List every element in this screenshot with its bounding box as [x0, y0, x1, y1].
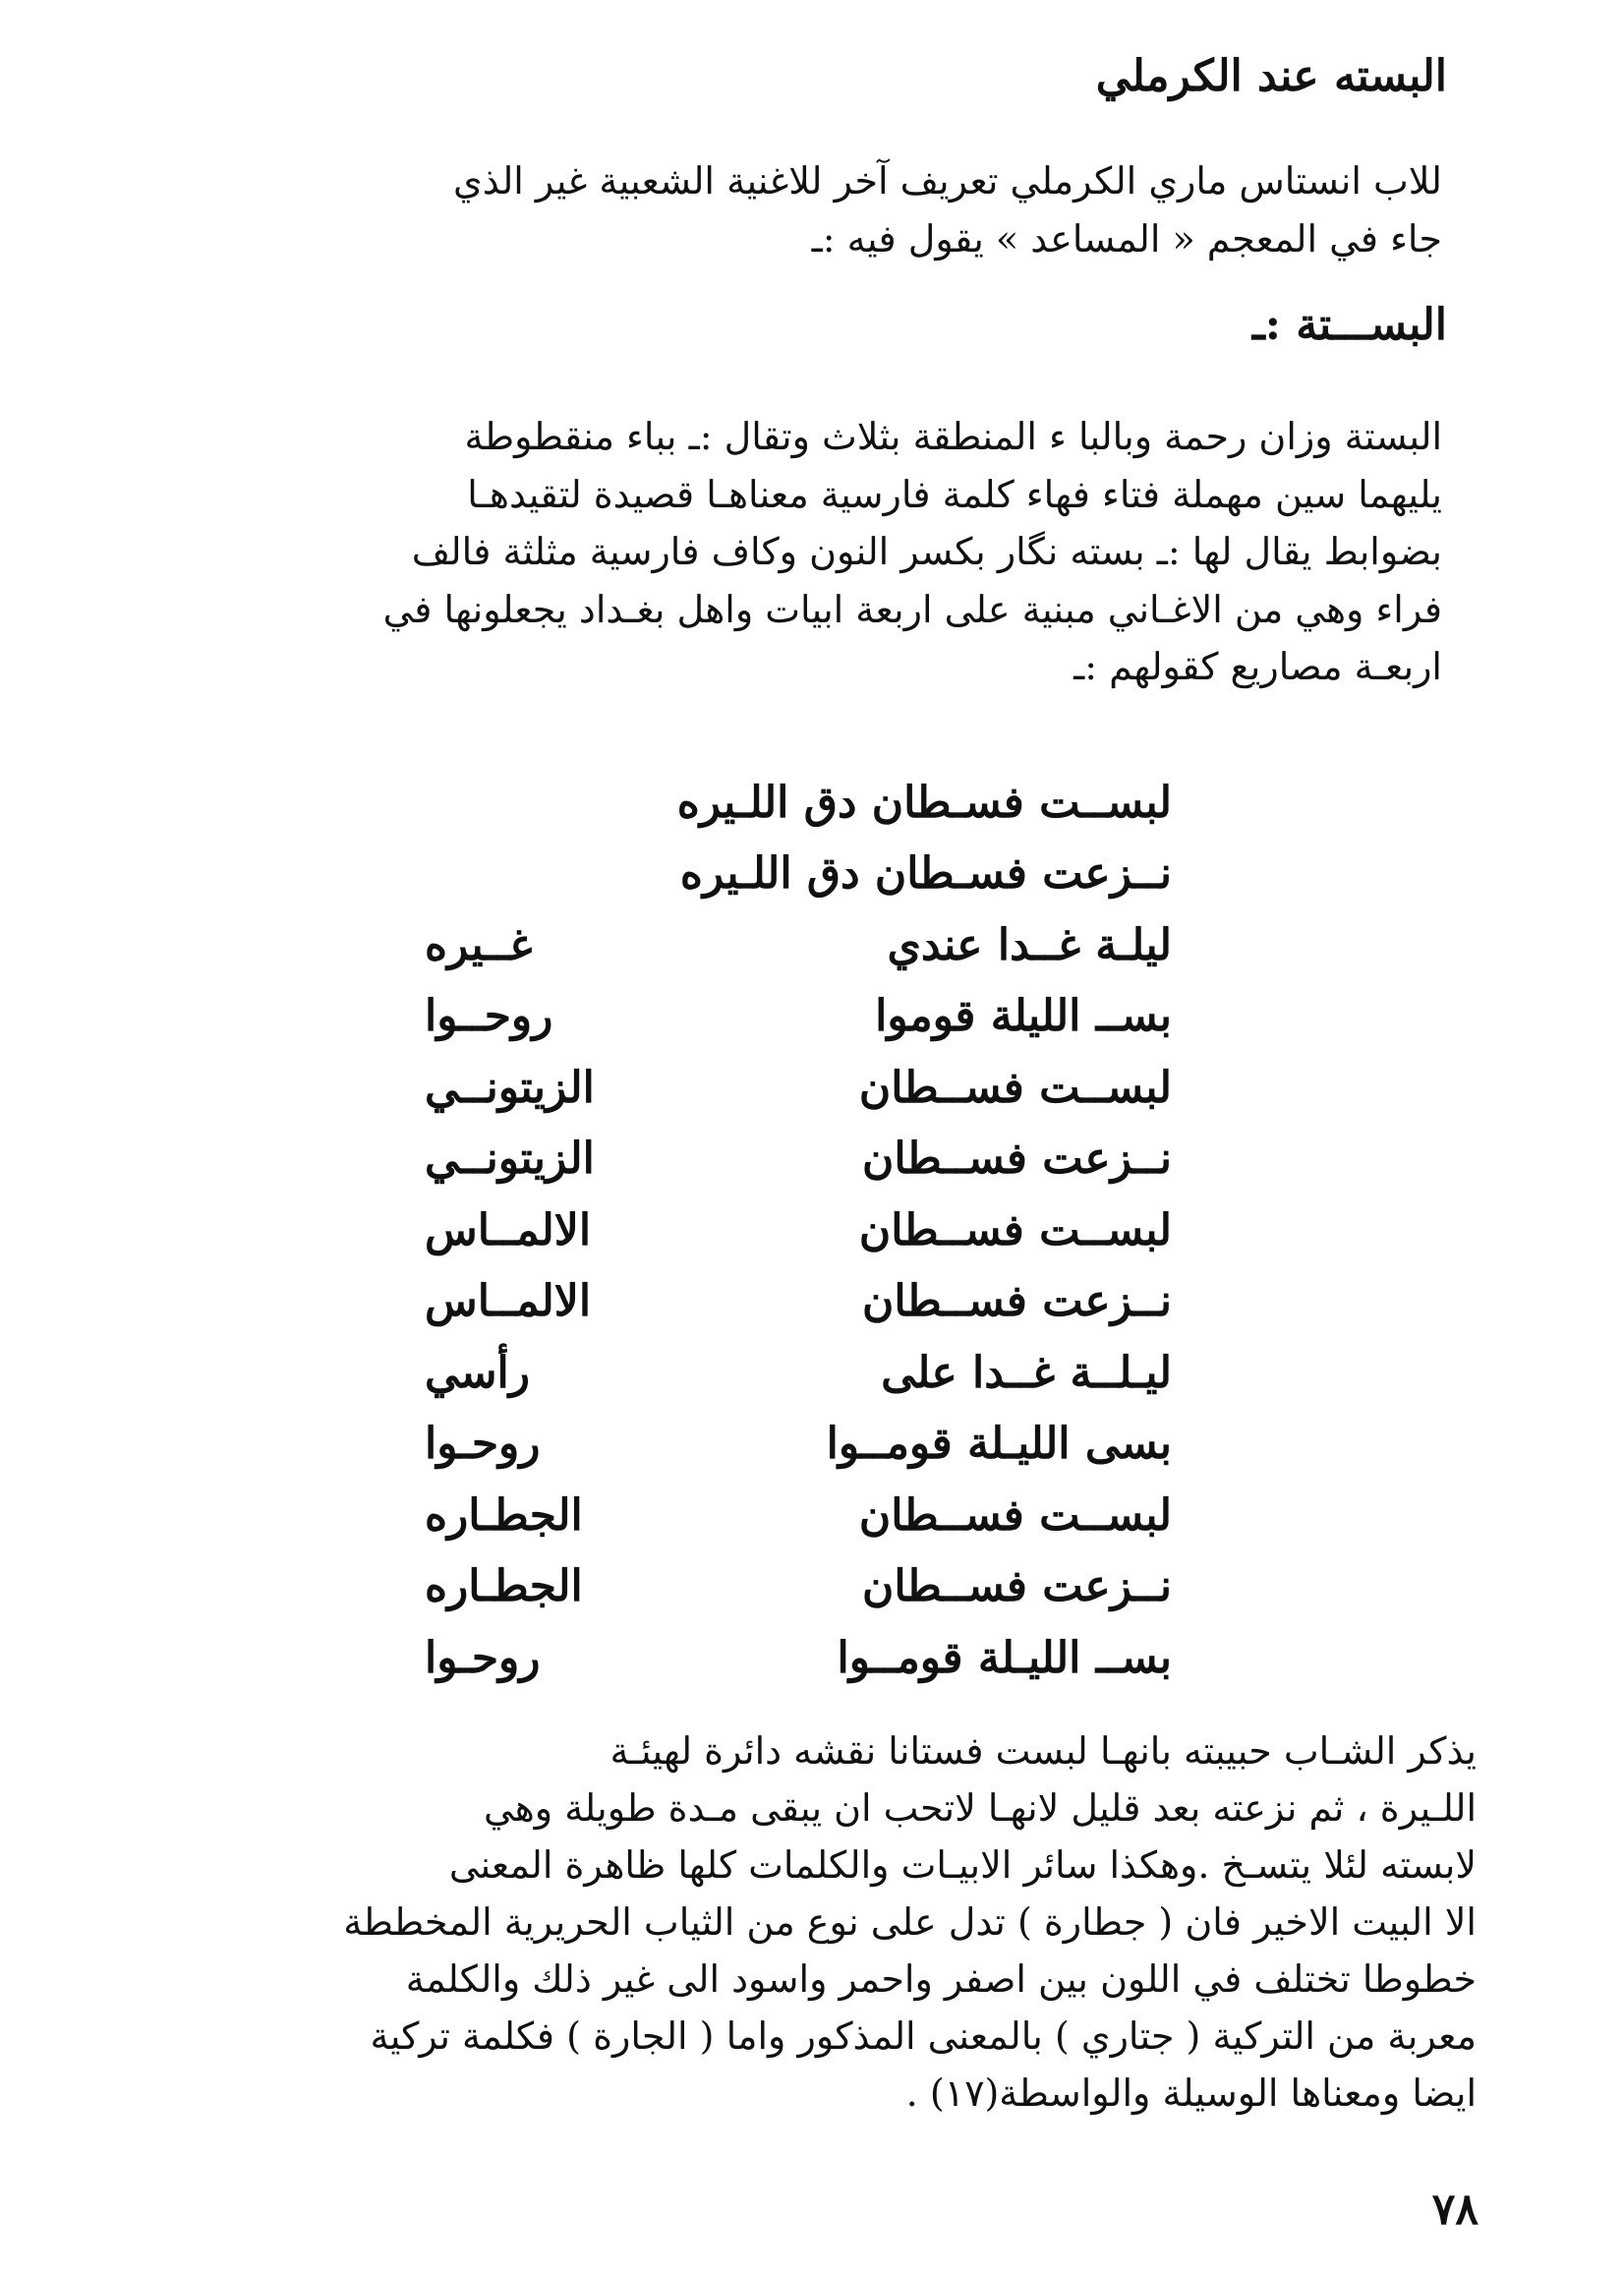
definition-paragraph: [174, 408, 1442, 696]
verse-second-half: روحــوا: [425, 991, 553, 1042]
paragraph-line: يليهما سين مهملة فتاء فهاء كلمة فارسية معناهـا قصيدة لتقيدهـا: [467, 472, 1442, 516]
verse-first-half: لبســت فســطان: [858, 1204, 1172, 1255]
commentary-paragraph: [135, 1722, 1477, 2122]
paragraph-line: بضوابط يقال لها :ـ بسته نگار بكسر النون وكاف فارسية مثلثة فالف: [411, 530, 1442, 573]
page-number: ٧٨: [1431, 2185, 1479, 2235]
poem-verse: [425, 1409, 1172, 1481]
poem-verse: [425, 1622, 1172, 1694]
verse-first-half: ليـلــة غــدا على: [881, 1347, 1172, 1398]
poem-verse: [425, 909, 1172, 981]
verse-first-half: لبســت فســطان: [858, 1062, 1172, 1113]
paragraph-line: جاء في المعجم « المساعد » يقول فيه :ـ: [811, 216, 1442, 261]
paragraph-line: للاب انستاس ماري الكرملي تعريف آخر للاغنية الشعبية غير الذي: [453, 159, 1442, 203]
verse-second-half: الجطـاره: [425, 1489, 583, 1541]
verse-second-half: الزيتونــي: [425, 1062, 595, 1113]
verse-second-half: الجطـاره: [425, 1561, 583, 1612]
verse-second-half: الالمــاس: [425, 1204, 592, 1255]
poem-verse: [425, 981, 1172, 1053]
poem-verse: [425, 767, 1172, 839]
verse-first-half: نــزعت فسـطان دق اللـيره: [679, 848, 1172, 900]
verse-first-half: نــزعت فســطان: [862, 1561, 1172, 1612]
paragraph-line: لابسته لئلا يتسـخ .وهكذا سائر الابيـات والكلمات كلها ظاهرة المعنى: [448, 1843, 1477, 1887]
verse-second-half: الزيتونــي: [425, 1134, 595, 1185]
paragraph-line: اللـيرة ، ثم نزعته بعد قليل لانهـا لاتحب ان يبقى مـدة طويلة وهي: [484, 1786, 1477, 1830]
paragraph-line: خطوطا تختلف في اللون بين اصفر واحمر واسود الى غير ذلك والكلمة: [405, 1957, 1477, 2001]
paragraph-line: اربعـة مصاريع كقولهم :ـ: [1073, 645, 1442, 688]
verse-first-half: نــزعت فســطان: [862, 1134, 1172, 1185]
poem-verse: [425, 1266, 1172, 1338]
poem-verse: [425, 1124, 1172, 1195]
poem-verses: [425, 767, 1172, 1694]
paragraph-line: الا البيت الاخير فان ( جطارة ) تدل على نوع من الثياب الحريرية المخططة: [343, 1900, 1477, 1944]
intro-paragraph: [174, 152, 1442, 267]
poem-verse: [425, 1337, 1172, 1409]
paragraph-line: البستة وزان رحمة وبالبا ء المنطقة بثلاث وتقال :ـ بباء منقطوطة: [464, 415, 1442, 458]
poem-verse: [425, 1551, 1172, 1623]
paragraph-line: ايضا ومعناها الوسيلة والواسطة(١٧) .: [905, 2071, 1477, 2115]
paragraph-line: فراء وهي من الاغـاني مبنية على اربعة ابيات واهل بغـداد يجعلونها في: [382, 587, 1442, 631]
verse-second-half: الالمــاس: [425, 1276, 592, 1327]
paragraph-line: معربة من التركية ( جتاري ) بالمعنى المذكور واما ( الجارة ) فكلمة تركية: [370, 2014, 1477, 2058]
section-heading: البسته عند الكرملي: [1095, 51, 1447, 101]
verse-second-half: روحـوا: [425, 1419, 541, 1470]
verse-first-half: لبســت فسـطان دق اللـيره: [676, 777, 1172, 828]
verse-second-half: روحـوا: [425, 1632, 541, 1683]
subheading: البســـتة :ـ: [1251, 300, 1447, 350]
verse-second-half: رأسي: [425, 1347, 531, 1398]
verse-first-half: لبســت فســطان: [858, 1489, 1172, 1541]
poem-verse: [425, 1052, 1172, 1124]
verse-first-half: بســ الليلة قوموا: [875, 991, 1172, 1042]
poem-verse: [425, 1480, 1172, 1551]
paragraph-line: يذكر الشـاب حبيبته بانهـا لبست فستانا نقشه دائرة لهيئـة: [609, 1729, 1477, 1773]
verse-second-half: غــيره: [425, 919, 533, 970]
poem-verse: [425, 1195, 1172, 1266]
verse-first-half: بســ الليـلة قومــوا: [837, 1632, 1172, 1683]
verse-first-half: ليلـة غــدا عندي: [887, 919, 1172, 970]
verse-first-half: بسى الليـلة قومــوا: [826, 1419, 1172, 1470]
poem-verse: [425, 839, 1172, 910]
verse-first-half: نــزعت فســطان: [862, 1276, 1172, 1327]
